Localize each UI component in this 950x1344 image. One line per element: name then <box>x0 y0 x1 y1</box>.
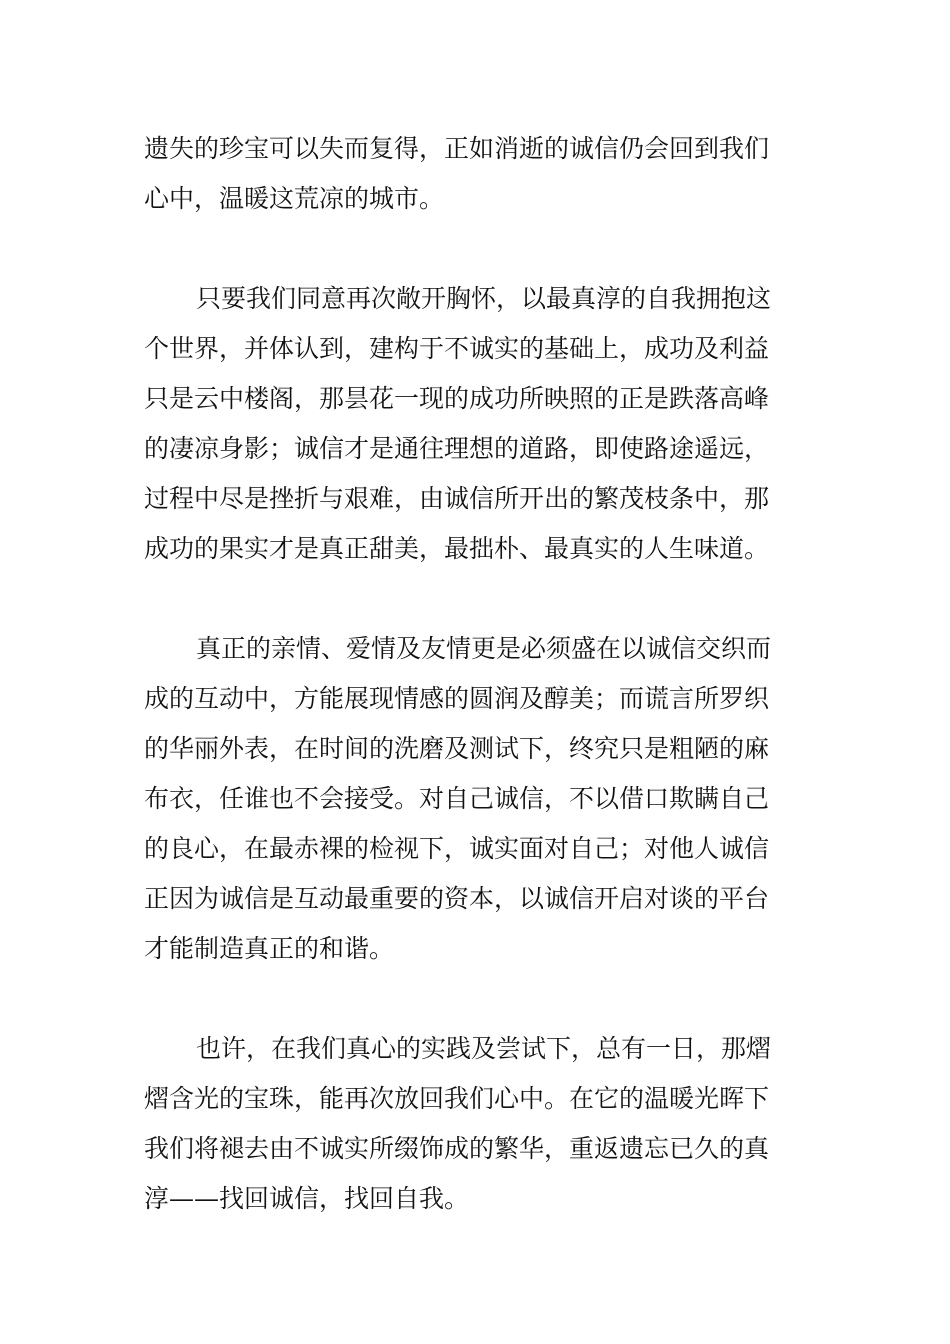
text-line: 个世界，并体认到，建构于不诚实的基础上，成功及利益 <box>144 334 770 363</box>
text-line: 遗失的珍宝可以失而复得，正如消逝的诚信仍会回到我们 <box>144 134 770 163</box>
text-line: 也许，在我们真心的实践及尝试下，总有一日，那熠 <box>196 1034 772 1063</box>
text-line: 只是云中楼阁，那昙花一现的成功所映照的正是跌落高峰 <box>144 384 770 413</box>
text-line: 才能制造真正的和谐。 <box>144 934 395 963</box>
paragraph-1 <box>144 124 806 224</box>
text-line: 我们将褪去由不诚实所缀饰成的繁华，重返遗忘已久的真 <box>144 1134 770 1163</box>
paragraph-gap <box>144 224 806 274</box>
text-line: 过程中尽是挫折与艰难，由诚信所开出的繁茂枝条中，那 <box>144 484 770 513</box>
text-line: 布衣，任谁也不会接受。对自己诚信，不以借口欺瞒自己 <box>144 784 770 813</box>
text-line: 的良心，在最赤裸的检视下，诚实面对自己；对他人诚信 <box>144 834 770 863</box>
paragraph-gap <box>144 574 806 624</box>
text-line: 的凄凉身影；诚信才是通往理想的道路，即使路途遥远， <box>144 434 770 463</box>
paragraph-3 <box>144 624 806 974</box>
text-line: 心中，温暖这荒凉的城市。 <box>144 184 445 213</box>
text-line: 正因为诚信是互动最重要的资本，以诚信开启对谈的平台 <box>144 884 770 913</box>
paragraph-2 <box>144 274 806 574</box>
text-line: 成的互动中，方能展现情感的圆润及醇美；而谎言所罗织 <box>144 684 770 713</box>
text-line: 真正的亲情、爱情及友情更是必须盛在以诚信交织而 <box>196 634 772 663</box>
paragraph-4 <box>144 1024 806 1224</box>
text-line: 熠含光的宝珠，能再次放回我们心中。在它的温暖光晖下 <box>144 1084 770 1113</box>
text-line: 成功的果实才是真正甜美，最拙朴、最真实的人生味道。 <box>144 534 770 563</box>
document-body <box>144 124 806 1224</box>
text-line: 淳——找回诚信，找回自我。 <box>144 1184 470 1213</box>
text-line: 只要我们同意再次敞开胸怀，以最真淳的自我拥抱这 <box>196 284 772 313</box>
paragraph-gap <box>144 974 806 1024</box>
text-line: 的华丽外表，在时间的洗磨及测试下，终究只是粗陋的麻 <box>144 734 770 763</box>
